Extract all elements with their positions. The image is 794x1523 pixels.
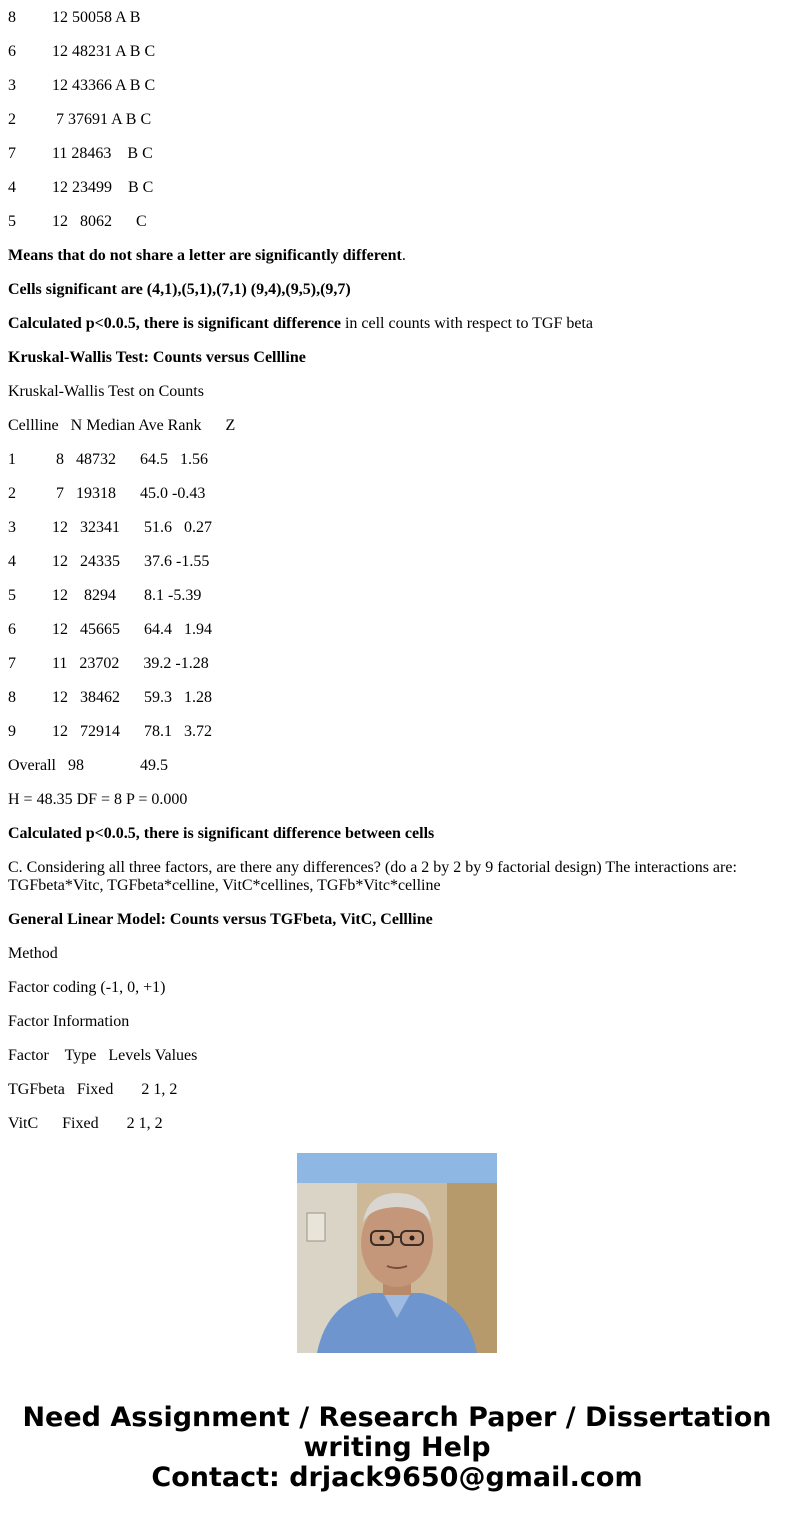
text-line: Factor Type Levels Values: [8, 1047, 198, 1064]
text-fragment: Calculated p<0.0.5, there is significant difference: [8, 315, 341, 332]
text-line: 5 12 8062 C: [8, 213, 147, 230]
text-line: 7 11 28463 B C: [8, 145, 153, 162]
text-line: 1 8 48732 64.5 1.56: [8, 451, 208, 468]
text-line: General Linear Model: Counts versus TGFbeta, VitC, Cellline: [8, 911, 433, 928]
text-line: Calculated p<0.0.5, there is significant difference between cells: [8, 825, 435, 842]
text-line: VitC Fixed 2 1, 2: [8, 1115, 163, 1132]
text-line: 6 12 48231 A B C: [8, 43, 156, 60]
text-line: 8 12 38462 59.3 1.28: [8, 689, 212, 706]
footer-line-2: writing Help: [303, 1432, 491, 1463]
text-line: 9 12 72914 78.1 3.72: [8, 723, 212, 740]
text-line: [8, 315, 786, 333]
portrait-image: [297, 1153, 497, 1353]
text-line: C. Considering all three factors, are there any differences? (do a 2 by 2 by 9 factorial design) The interactions are: TGFbeta*Vitc, TGFbeta*celline, VitC*cellines, TGFb*Vitc*celline: [8, 859, 741, 894]
text-line: Factor coding (-1, 0, +1): [8, 979, 166, 996]
author-avatar: [297, 1153, 497, 1353]
text-fragment: in cell counts with respect to TGF beta: [340, 315, 594, 332]
text-fragment: .: [401, 247, 406, 264]
text-line: Cells significant are (4,1),(5,1),(7,1) (9,4),(9,5),(9,7): [8, 281, 351, 298]
text-line: 7 11 23702 39.2 -1.28: [8, 655, 209, 672]
text-line: Overall 98 49.5: [8, 757, 168, 774]
text-line: Kruskal-Wallis Test on Counts: [8, 383, 204, 400]
text-line: 5 12 8294 8.1 -5.39: [8, 587, 202, 604]
text-line: Factor Information: [8, 1013, 130, 1030]
text-line: 2 7 19318 45.0 -0.43: [8, 485, 206, 502]
text-line: 3 12 32341 51.6 0.27: [8, 519, 212, 536]
text-line: 3 12 43366 A B C: [8, 77, 156, 94]
text-line: [8, 247, 786, 265]
text-line: 4 12 24335 37.6 -1.55: [8, 553, 210, 570]
text-line: 8 12 50058 A B: [8, 9, 141, 26]
text-line: H = 48.35 DF = 8 P = 0.000: [8, 791, 188, 808]
text-fragment: Means that do not share a letter are significantly different: [8, 247, 402, 264]
document-body: [8, 0, 786, 1132]
text-line: Cellline N Median Ave Rank Z: [8, 417, 236, 434]
footer-contact: Contact: drjack9650@gmail.com: [151, 1462, 643, 1493]
text-line: 6 12 45665 64.4 1.94: [8, 621, 212, 638]
text-line: Kruskal-Wallis Test: Counts versus Cellline: [8, 349, 306, 366]
footer-line-1: Need Assignment / Research Paper / Dissertation: [22, 1402, 772, 1433]
text-line: Method: [8, 945, 58, 962]
footer-banner: [0, 1403, 794, 1493]
text-line: 2 7 37691 A B C: [8, 111, 152, 128]
text-line: 4 12 23499 B C: [8, 179, 154, 196]
text-line: TGFbeta Fixed 2 1, 2: [8, 1081, 178, 1098]
